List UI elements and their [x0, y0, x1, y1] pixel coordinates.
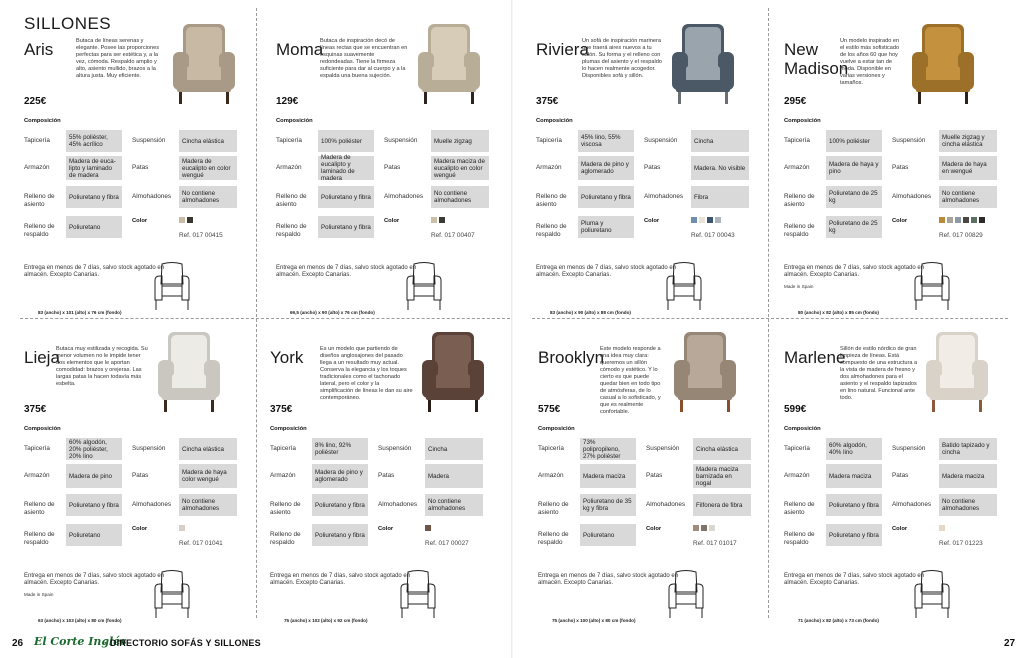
spec-label-suspension: Suspensión [892, 445, 926, 452]
spec-value-tapiceria: 100% poliéster [318, 130, 374, 152]
section-title: SILLONES [24, 14, 112, 33]
color-swatch[interactable] [707, 217, 713, 223]
spec-value-relleno_asiento: Poliuretano y fibra [66, 494, 122, 516]
spec-label-relleno_asiento: Relleno de asiento [24, 501, 55, 516]
spec-label-armazon: Armazón [538, 472, 564, 479]
composition-label: Composición [538, 426, 575, 432]
color-swatch[interactable] [971, 217, 977, 223]
composition-label: Composición [270, 426, 307, 432]
composition-label: Composición [24, 426, 61, 432]
product-description: Es un modelo que partiendo de diseños anglosajones del pasado llega a un resultado muy actual. Conserva la elegancia y los toques tradicionales como el tachonado lateral, pero el color y la simplificación de líneas le dan su aire contemporáneo. [320, 346, 413, 401]
spec-label-almohadones: Almohadones [646, 501, 686, 508]
color-swatch[interactable] [709, 525, 715, 531]
spec-label-almohadones: Almohadones [892, 501, 932, 508]
product-dimensions: 63 (ancho) x 103 (alto) x 80 cm (fondo) [38, 618, 122, 623]
row-divider [532, 318, 1008, 319]
spec-value-patas: Madera maciza barnizada en nogal [693, 464, 751, 488]
product-ref: Ref. 017 00027 [425, 540, 469, 547]
delivery-note: Entrega en menos de 7 días, salvo stock agotado en almacén. Excepto Canarias. [276, 265, 417, 278]
product-dimensions: 83 (ancho) x 90 (alto) x 88 cm (fondo) [550, 310, 631, 315]
product-card [538, 322, 770, 622]
spec-label-tapiceria: Tapicería [538, 445, 564, 452]
color-swatch[interactable] [963, 217, 969, 223]
spec-value-armazon: Madera maciza [580, 464, 636, 488]
spec-label-patas: Patas [892, 472, 909, 479]
product-ref: Ref. 017 01017 [693, 540, 737, 547]
line-drawing [664, 260, 704, 317]
spec-label-relleno_respaldo: Relleno de respaldo [784, 531, 815, 546]
spec-value-patas: Madera maciza [939, 464, 997, 488]
armchair-line-drawing [404, 260, 444, 312]
product-photo [414, 18, 484, 108]
product-description: Butaca de inspiración decó de líneas rectas que se encuentran en esquinas suavemente redondeadas. Tiene la firmeza suficiente para dar al cuerpo y a la espalda una buena sujeción. [320, 38, 408, 79]
spec-value-tapiceria: 60% algodón, 20% poliéster, 20% lino [66, 438, 122, 460]
product-description: Un modelo inspirado en el estilo más sofisticado de los años 60 que hoy vuelve a estar tan de moda. Disponible en varias versiones y tamaños. [840, 38, 900, 86]
spec-value-patas: Madera de haya en wengué [939, 156, 997, 180]
spec-value-armazon: Madera de pino [66, 464, 122, 488]
made-in-spain: Made in Spain [24, 592, 54, 597]
delivery-note: Entrega en menos de 7 días, salvo stock agotado en almacén. Excepto Canarias. [784, 573, 925, 586]
product-name: Marlene [784, 348, 846, 367]
armchair-line-drawing [152, 568, 192, 620]
spec-label-patas: Patas [384, 164, 401, 171]
spec-value-relleno_respaldo: Poliuretano de 25 kg [826, 216, 882, 238]
spec-label-relleno_respaldo: Relleno de respaldo [276, 223, 307, 238]
product-name: Aris [24, 40, 54, 59]
composition-label: Composición [276, 118, 313, 124]
spec-label-tapiceria: Tapicería [24, 137, 50, 144]
product-card [24, 322, 256, 622]
product-ref: Ref. 017 00415 [179, 232, 223, 239]
product-dimensions: 83 (ancho) x 101 (alto) x 76 cm (fondo) [38, 310, 122, 315]
spec-label-suspension: Suspensión [646, 445, 680, 452]
spec-value-relleno_asiento: Poliuretano y fibra [312, 494, 368, 516]
product-price: 375€ [270, 404, 293, 415]
spec-label-patas: Patas [132, 164, 149, 171]
product-description: Este modelo responde a una idea muy clara: queremos un sillón cómodo y estético. Y lo cierto es que puede quedar bien en todo tipo de atmósferas, de lo casual a lo sofisticado, y que es realmente confortable. [600, 346, 661, 415]
spec-label-armazon: Armazón [270, 472, 296, 479]
product-photo [922, 326, 992, 416]
spec-value-almohadones: Filfonera de fibra [693, 494, 751, 516]
spec-value-tapiceria: 45% lino, 55% viscosa [578, 130, 634, 152]
color-swatch[interactable] [187, 217, 193, 223]
spec-label-patas: Patas [646, 472, 663, 479]
product-name: Moma [276, 40, 324, 59]
spec-label-relleno_respaldo: Relleno de respaldo [536, 223, 567, 238]
spec-value-patas: Madera de eucalipto en color wengué [179, 156, 237, 180]
color-swatch[interactable] [439, 217, 445, 223]
spec-value-suspension: Cincha elástica [179, 130, 237, 152]
product-photo-frame [169, 18, 239, 113]
spec-value-suspension: Cincha [691, 130, 749, 152]
spec-value-patas: Madera. No visible [691, 156, 749, 180]
spec-value-almohadones: No contiene almohadones [179, 186, 237, 208]
line-drawing [912, 568, 952, 625]
delivery-note: Entrega en menos de 7 días, salvo stock agotado en almacén. Excepto Canarias. [536, 265, 677, 278]
color-swatch[interactable] [431, 217, 437, 223]
product-ref: Ref. 017 00829 [939, 232, 983, 239]
spec-label-relleno_asiento: Relleno de asiento [276, 193, 307, 208]
product-photo [670, 326, 740, 416]
color-label: Color [646, 526, 662, 532]
spec-label-armazon: Armazón [784, 164, 810, 171]
spec-value-relleno_respaldo: Poliuretano [66, 216, 122, 238]
spec-value-suspension: Muelle zigzag y cincha elástica [939, 130, 997, 152]
delivery-note: Entrega en menos de 7 días, salvo stock agotado en almacén. Excepto Canarias. [24, 265, 165, 278]
product-card [536, 14, 768, 314]
product-card [784, 322, 1016, 622]
color-label: Color [384, 218, 400, 224]
spec-label-relleno_asiento: Relleno de asiento [784, 193, 815, 208]
spec-label-suspension: Suspensión [132, 137, 166, 144]
product-photo [668, 18, 738, 108]
composition-label: Composición [536, 118, 573, 124]
color-label: Color [378, 526, 394, 532]
product-photo [908, 18, 978, 108]
product-photo-frame [908, 18, 978, 113]
delivery-note: Entrega en menos de 7 días, salvo stock agotado en almacén. Excepto Canarias. [270, 573, 411, 586]
spec-label-relleno_asiento: Relleno de asiento [538, 501, 569, 516]
spec-label-patas: Patas [132, 472, 149, 479]
product-description: Butaca muy estilizada y recogida. Su menor volumen no le impide tener dos elementos que le aportan comodidad: brazos y orejeras. Las largas patas la hacen todavía más esbelta. [56, 346, 148, 387]
product-card [784, 14, 1016, 314]
spec-label-relleno_asiento: Relleno de asiento [784, 501, 815, 516]
spec-value-relleno_asiento: Poliuretano y fibra [578, 186, 634, 208]
product-ref: Ref. 017 00407 [431, 232, 475, 239]
spec-value-suspension: Cincha elástica [693, 438, 751, 460]
product-card [270, 322, 502, 622]
spec-label-suspension: Suspensión [644, 137, 678, 144]
color-swatch[interactable] [179, 217, 185, 223]
spec-value-suspension: Muelle zigzag [431, 130, 489, 152]
spec-label-almohadones: Almohadones [132, 193, 172, 200]
product-ref: Ref. 017 01041 [179, 540, 223, 547]
product-name: New Madison [784, 40, 849, 78]
spec-value-relleno_asiento: Poliuretano y fibra [66, 186, 122, 208]
armchair-line-drawing [664, 260, 704, 312]
delivery-note: Entrega en menos de 7 días, salvo stock agotado en almacén. Excepto Canarias. [784, 265, 925, 278]
spec-label-tapiceria: Tapicería [536, 137, 562, 144]
product-name: York [270, 348, 304, 367]
spec-value-armazon: Madera de pino y aglomerado [578, 156, 634, 180]
spec-value-almohadones: No contiene almohadones [425, 494, 483, 516]
product-price: 295€ [784, 96, 807, 107]
spec-label-armazon: Armazón [536, 164, 562, 171]
armchair-line-drawing [912, 260, 952, 312]
color-label: Color [132, 218, 148, 224]
product-price: 375€ [24, 404, 47, 415]
product-ref: Ref. 017 01223 [939, 540, 983, 547]
product-photo-frame [922, 326, 992, 421]
spec-value-armazon: Madera de haya y pino [826, 156, 882, 180]
line-drawing [152, 568, 192, 625]
composition-label: Composición [784, 118, 821, 124]
product-card [276, 14, 508, 314]
delivery-note: Entrega en menos de 7 días, salvo stock agotado en almacén. Excepto Canarias. [24, 573, 165, 586]
brand-logo [34, 633, 127, 649]
product-price: 129€ [276, 96, 299, 107]
color-label: Color [892, 218, 908, 224]
spec-value-tapiceria: 8% lino, 92% poliéster [312, 438, 368, 460]
product-photo [169, 18, 239, 108]
spec-label-relleno_respaldo: Relleno de respaldo [538, 531, 569, 546]
product-description: Butaca de líneas serenas y elegante. Posee las proporciones perfectas para ser estética y, a la vez, cómoda. Respaldo amplio y alto, asiento mullido, brazos a la altura justa. Muy eficiente. [76, 38, 160, 79]
spec-value-relleno_asiento: Poliuretano y fibra [318, 186, 374, 208]
product-photo [154, 326, 224, 416]
armchair-line-drawing [152, 260, 192, 312]
spec-value-relleno_respaldo: Poliuretano [580, 524, 636, 546]
product-dimensions: 75 (ancho) x 102 (alto) x 92 cm (fondo) [284, 618, 368, 623]
spec-label-relleno_asiento: Relleno de asiento [24, 193, 55, 208]
product-description: Sillón de estilo nórdico de gran limpieza de líneas. Está compuesto de una estructura a la vista de madera de fresno y dos almohadones para el asiento y el respaldo tapizados en lino natural. Funcional ante todo. [840, 346, 918, 401]
armchair-line-drawing [912, 568, 952, 620]
spec-value-armazon: Madera de eucalipto y laminado de madera [318, 156, 374, 180]
spec-value-tapiceria: 55% poliéster, 45% acrílico [66, 130, 122, 152]
spec-value-armazon: Madera de euca-lipto y laminado de madera [66, 156, 122, 180]
spec-label-almohadones: Almohadones [132, 501, 172, 508]
line-drawing [398, 568, 438, 625]
color-label: Color [892, 526, 908, 532]
composition-label: Composición [784, 426, 821, 432]
product-dimensions: 71 (ancho) x 82 (alto) x 73 cm (fondo) [798, 618, 879, 623]
product-card [24, 14, 256, 314]
spec-value-relleno_respaldo: Poliuretano y fibra [318, 216, 374, 238]
spec-label-tapiceria: Tapicería [784, 445, 810, 452]
spec-label-tapiceria: Tapicería [784, 137, 810, 144]
color-label: Color [132, 526, 148, 532]
page-gutter [511, 0, 513, 658]
line-drawing [912, 260, 952, 317]
spec-label-almohadones: Almohadones [384, 193, 424, 200]
spec-value-patas: Madera [425, 464, 483, 488]
product-price: 225€ [24, 96, 47, 107]
color-swatch[interactable] [425, 525, 431, 531]
spec-value-patas: Madera de haya color wengué [179, 464, 237, 488]
spec-label-relleno_respaldo: Relleno de respaldo [24, 223, 55, 238]
color-label: Color [644, 218, 660, 224]
spec-label-suspension: Suspensión [892, 137, 926, 144]
product-photo-frame [668, 18, 738, 113]
spec-label-relleno_respaldo: Relleno de respaldo [784, 223, 815, 238]
line-drawing [404, 260, 444, 317]
color-swatch[interactable] [939, 525, 945, 531]
spec-value-armazon: Madera de pino y aglomerado [312, 464, 368, 488]
product-name: Brooklyn [538, 348, 605, 367]
spec-value-almohadones: Fibra [691, 186, 749, 208]
page-number-left: 26 [12, 638, 24, 649]
spec-value-tapiceria: 60% algodón, 40% lino [826, 438, 882, 460]
color-swatch[interactable] [955, 217, 961, 223]
product-description: Un sofá de inspiración marinera que traerá aires nuevos a tu salón. Su forma y el relleno con plumas del asiento y el respaldo lo hacen realmente acogedor. Disponibles sofá y sillón. [582, 38, 662, 79]
product-name: Riviera [536, 40, 589, 59]
composition-label: Composición [24, 118, 61, 124]
color-swatch[interactable] [701, 525, 707, 531]
color-swatch[interactable] [979, 217, 985, 223]
spec-value-patas: Madera maciza de eucalipto en color wengué [431, 156, 489, 180]
color-swatch[interactable] [947, 217, 953, 223]
spec-value-armazon: Madera maciza [826, 464, 882, 488]
spec-label-armazon: Armazón [784, 472, 810, 479]
line-drawing [666, 568, 706, 625]
spec-value-almohadones: No contiene almohadones [939, 494, 997, 516]
product-price: 375€ [536, 96, 559, 107]
spec-label-suspension: Suspensión [378, 445, 412, 452]
spec-label-armazon: Armazón [24, 472, 50, 479]
spec-label-patas: Patas [378, 472, 395, 479]
spec-label-suspension: Suspensión [384, 137, 418, 144]
spec-value-almohadones: No contiene almohadones [179, 494, 237, 516]
product-dimensions: 80 (ancho) x 82 (alto) x 85 cm (fondo) [798, 310, 879, 315]
brand-logo-text: El Corte Inglés [34, 635, 127, 648]
product-photo [418, 326, 488, 416]
line-drawing [152, 260, 192, 317]
spec-label-tapiceria: Tapicería [24, 445, 50, 452]
armchair-line-drawing [398, 568, 438, 620]
spec-label-relleno_asiento: Relleno de asiento [270, 501, 301, 516]
spec-value-tapiceria: 100% poliéster [826, 130, 882, 152]
spec-value-relleno_asiento: Poliuretano y fibra [826, 494, 882, 516]
spec-value-suspension: Cincha [425, 438, 483, 460]
product-dimensions: 69,5 (ancho) x 90 (alto) x 76 cm (fondo) [290, 310, 375, 315]
spec-value-relleno_asiento: Poliuretano de 35 kg y fibra [580, 494, 636, 516]
spec-label-patas: Patas [644, 164, 661, 171]
column-divider [768, 8, 769, 618]
spec-label-armazon: Armazón [24, 164, 50, 171]
product-photo-frame [154, 326, 224, 421]
spec-label-almohadones: Almohadones [378, 501, 418, 508]
spec-value-relleno_asiento: Poliuretano de 25 kg [826, 186, 882, 208]
color-swatch[interactable] [699, 217, 705, 223]
product-photo-frame [670, 326, 740, 421]
product-photo-frame [414, 18, 484, 113]
product-name: Lieja [24, 348, 60, 367]
spec-label-suspension: Suspensión [132, 445, 166, 452]
spec-label-tapiceria: Tapicería [270, 445, 296, 452]
spec-label-tapiceria: Tapicería [276, 137, 302, 144]
color-swatch[interactable] [715, 217, 721, 223]
spec-value-relleno_respaldo: Poliuretano y fibra [312, 524, 368, 546]
spec-value-relleno_respaldo: Poliuretano y fibra [826, 524, 882, 546]
color-swatch[interactable] [693, 525, 699, 531]
spec-value-tapiceria: 73% polipropileno, 27% poliéster [580, 438, 636, 460]
spec-value-relleno_respaldo: Pluma y poliuretano [578, 216, 634, 238]
spec-label-almohadones: Almohadones [644, 193, 684, 200]
product-ref: Ref. 017 00043 [691, 232, 735, 239]
spec-value-almohadones: No contiene almohadones [431, 186, 489, 208]
color-swatch[interactable] [939, 217, 945, 223]
spec-label-patas: Patas [892, 164, 909, 171]
product-price: 575€ [538, 404, 561, 415]
spec-label-armazon: Armazón [276, 164, 302, 171]
product-photo-frame [418, 326, 488, 421]
spec-value-relleno_respaldo: Poliuretano [66, 524, 122, 546]
spec-value-suspension: Batido tapizado y cincha [939, 438, 997, 460]
spec-label-almohadones: Almohadones [892, 193, 932, 200]
product-dimensions: 75 (ancho) x 100 (alto) x 80 cm (fondo) [552, 618, 636, 623]
row-divider [20, 318, 510, 319]
spec-value-almohadones: No contiene almohadones [939, 186, 997, 208]
footer-title: · DIRECTORIO SOFÁS Y SILLONES [104, 638, 261, 648]
product-price: 599€ [784, 404, 807, 415]
column-divider [256, 8, 257, 618]
spec-label-relleno_respaldo: Relleno de respaldo [270, 531, 301, 546]
armchair-line-drawing [666, 568, 706, 620]
made-in-spain: Made in Spain [784, 284, 814, 289]
spec-value-suspension: Cincha elástica [179, 438, 237, 460]
delivery-note: Entrega en menos de 7 días, salvo stock agotado en almacén. Excepto Canarias. [538, 573, 679, 586]
color-swatch[interactable] [179, 525, 185, 531]
spec-label-relleno_asiento: Relleno de asiento [536, 193, 567, 208]
page-number-right: 27 [1004, 638, 1016, 649]
color-swatch[interactable] [691, 217, 697, 223]
spec-label-relleno_respaldo: Relleno de respaldo [24, 531, 55, 546]
